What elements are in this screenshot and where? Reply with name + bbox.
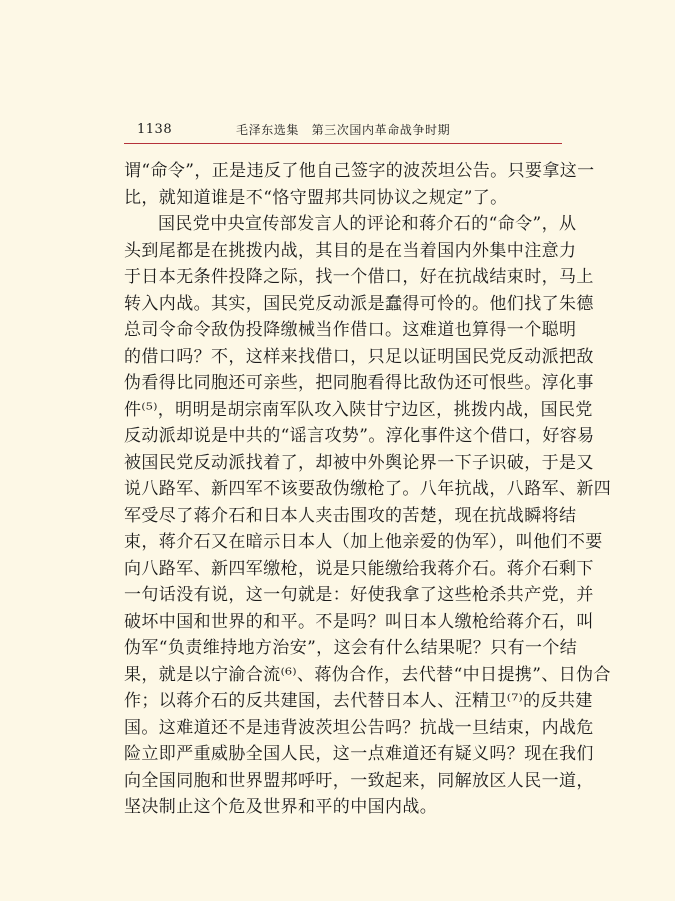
text-line: 比，就知道谁是不“恪守盟邦共同协议之规定”了。	[124, 187, 508, 208]
text-line: 的借口吗？不，这样来找借口，只足以证明国民党反动派把敌	[124, 346, 594, 367]
text-line: 于日本无条件投降之际，找一个借口，好在抗战结束时，马上	[124, 267, 594, 287]
text-line: 被国民党反动派找着了，却被中外舆论界一下子识破，于是又	[124, 452, 594, 473]
body-text	[124, 158, 612, 821]
text-line: 谓“命令”，正是违反了他自己签字的波茨坦公告。只要拿这一	[124, 161, 595, 181]
text-line: 伪看得比同胞还可亲些，把同胞看得比敌伪还可恨些。淳化事	[124, 373, 594, 393]
text-line: 果，就是以宁渝合流⁽⁶⁾、蒋伪合作，去代替“中日提携”、日伪合	[124, 664, 611, 685]
text-line: 束，蒋介石又在暗示日本人（加上他亲爱的伪军），叫他们不要	[124, 532, 603, 552]
text-line: 头到尾都是在挑拨内战，其目的是在当着国内外集中注意力	[124, 240, 577, 261]
book-title: 毛泽东选集 第三次国内革命战争时期	[236, 123, 451, 137]
text-line: 国。这难道还不是违背波茨坦公告吗？抗战一旦结束，内战危	[124, 717, 594, 738]
text-line: 险立即严重威胁全国人民，这一点难道还有疑义吗？现在我们	[124, 744, 594, 764]
text-line: 反动派却说是中共的“谣言攻势”。淳化事件这个借口，好容易	[124, 426, 595, 446]
text-line: 说八路军、新四军不该要敌伪缴枪了。八年抗战，八路军、新四	[124, 479, 612, 499]
text-line: 军受尽了蒋介石和日本人夹击围攻的苦楚，现在抗战瞬将结	[124, 505, 577, 526]
text-line: 一句话没有说，这一句就是：好使我拿了这些枪杀共产党，并	[124, 585, 594, 605]
page-number: 1138	[137, 122, 173, 137]
text-line: 破坏中国和世界的和平。不是吗？叫日本人缴枪给蒋介石，叫	[124, 611, 594, 632]
text-line: 转入内战。其实，国民党反动派是蠢得可怜的。他们找了朱德	[124, 293, 594, 314]
text-line: 伪军“负责维持地方治安”，这会有什么结果呢？只有一个结	[124, 638, 578, 658]
text-line: 向八路军、新四军缴枪，说是只能缴给我蒋介石。蒋介石剩下	[124, 558, 594, 579]
running-header	[124, 122, 562, 146]
text-line: 国民党中央宣传部发言人的评论和蒋介石的“命令”，从	[158, 214, 577, 234]
text-line: 件⁽⁵⁾，明明是胡宗南军队攻入陕甘宁边区，挑拨内战，国民党	[124, 399, 593, 420]
text-line: 总司令命令敌伪投降缴械当作借口。这难道也算得一个聪明	[124, 320, 577, 340]
text-line: 作；以蒋介石的反共建国，去代替日本人、汪精卫⁽⁷⁾的反共建	[124, 691, 593, 711]
text-line: 向全国同胞和世界盟邦呼吁，一致起来，同解放区人民一道，	[124, 770, 594, 791]
header-rule	[124, 143, 562, 144]
text-line: 坚决制止这个危及世界和平的中国内战。	[124, 797, 438, 817]
